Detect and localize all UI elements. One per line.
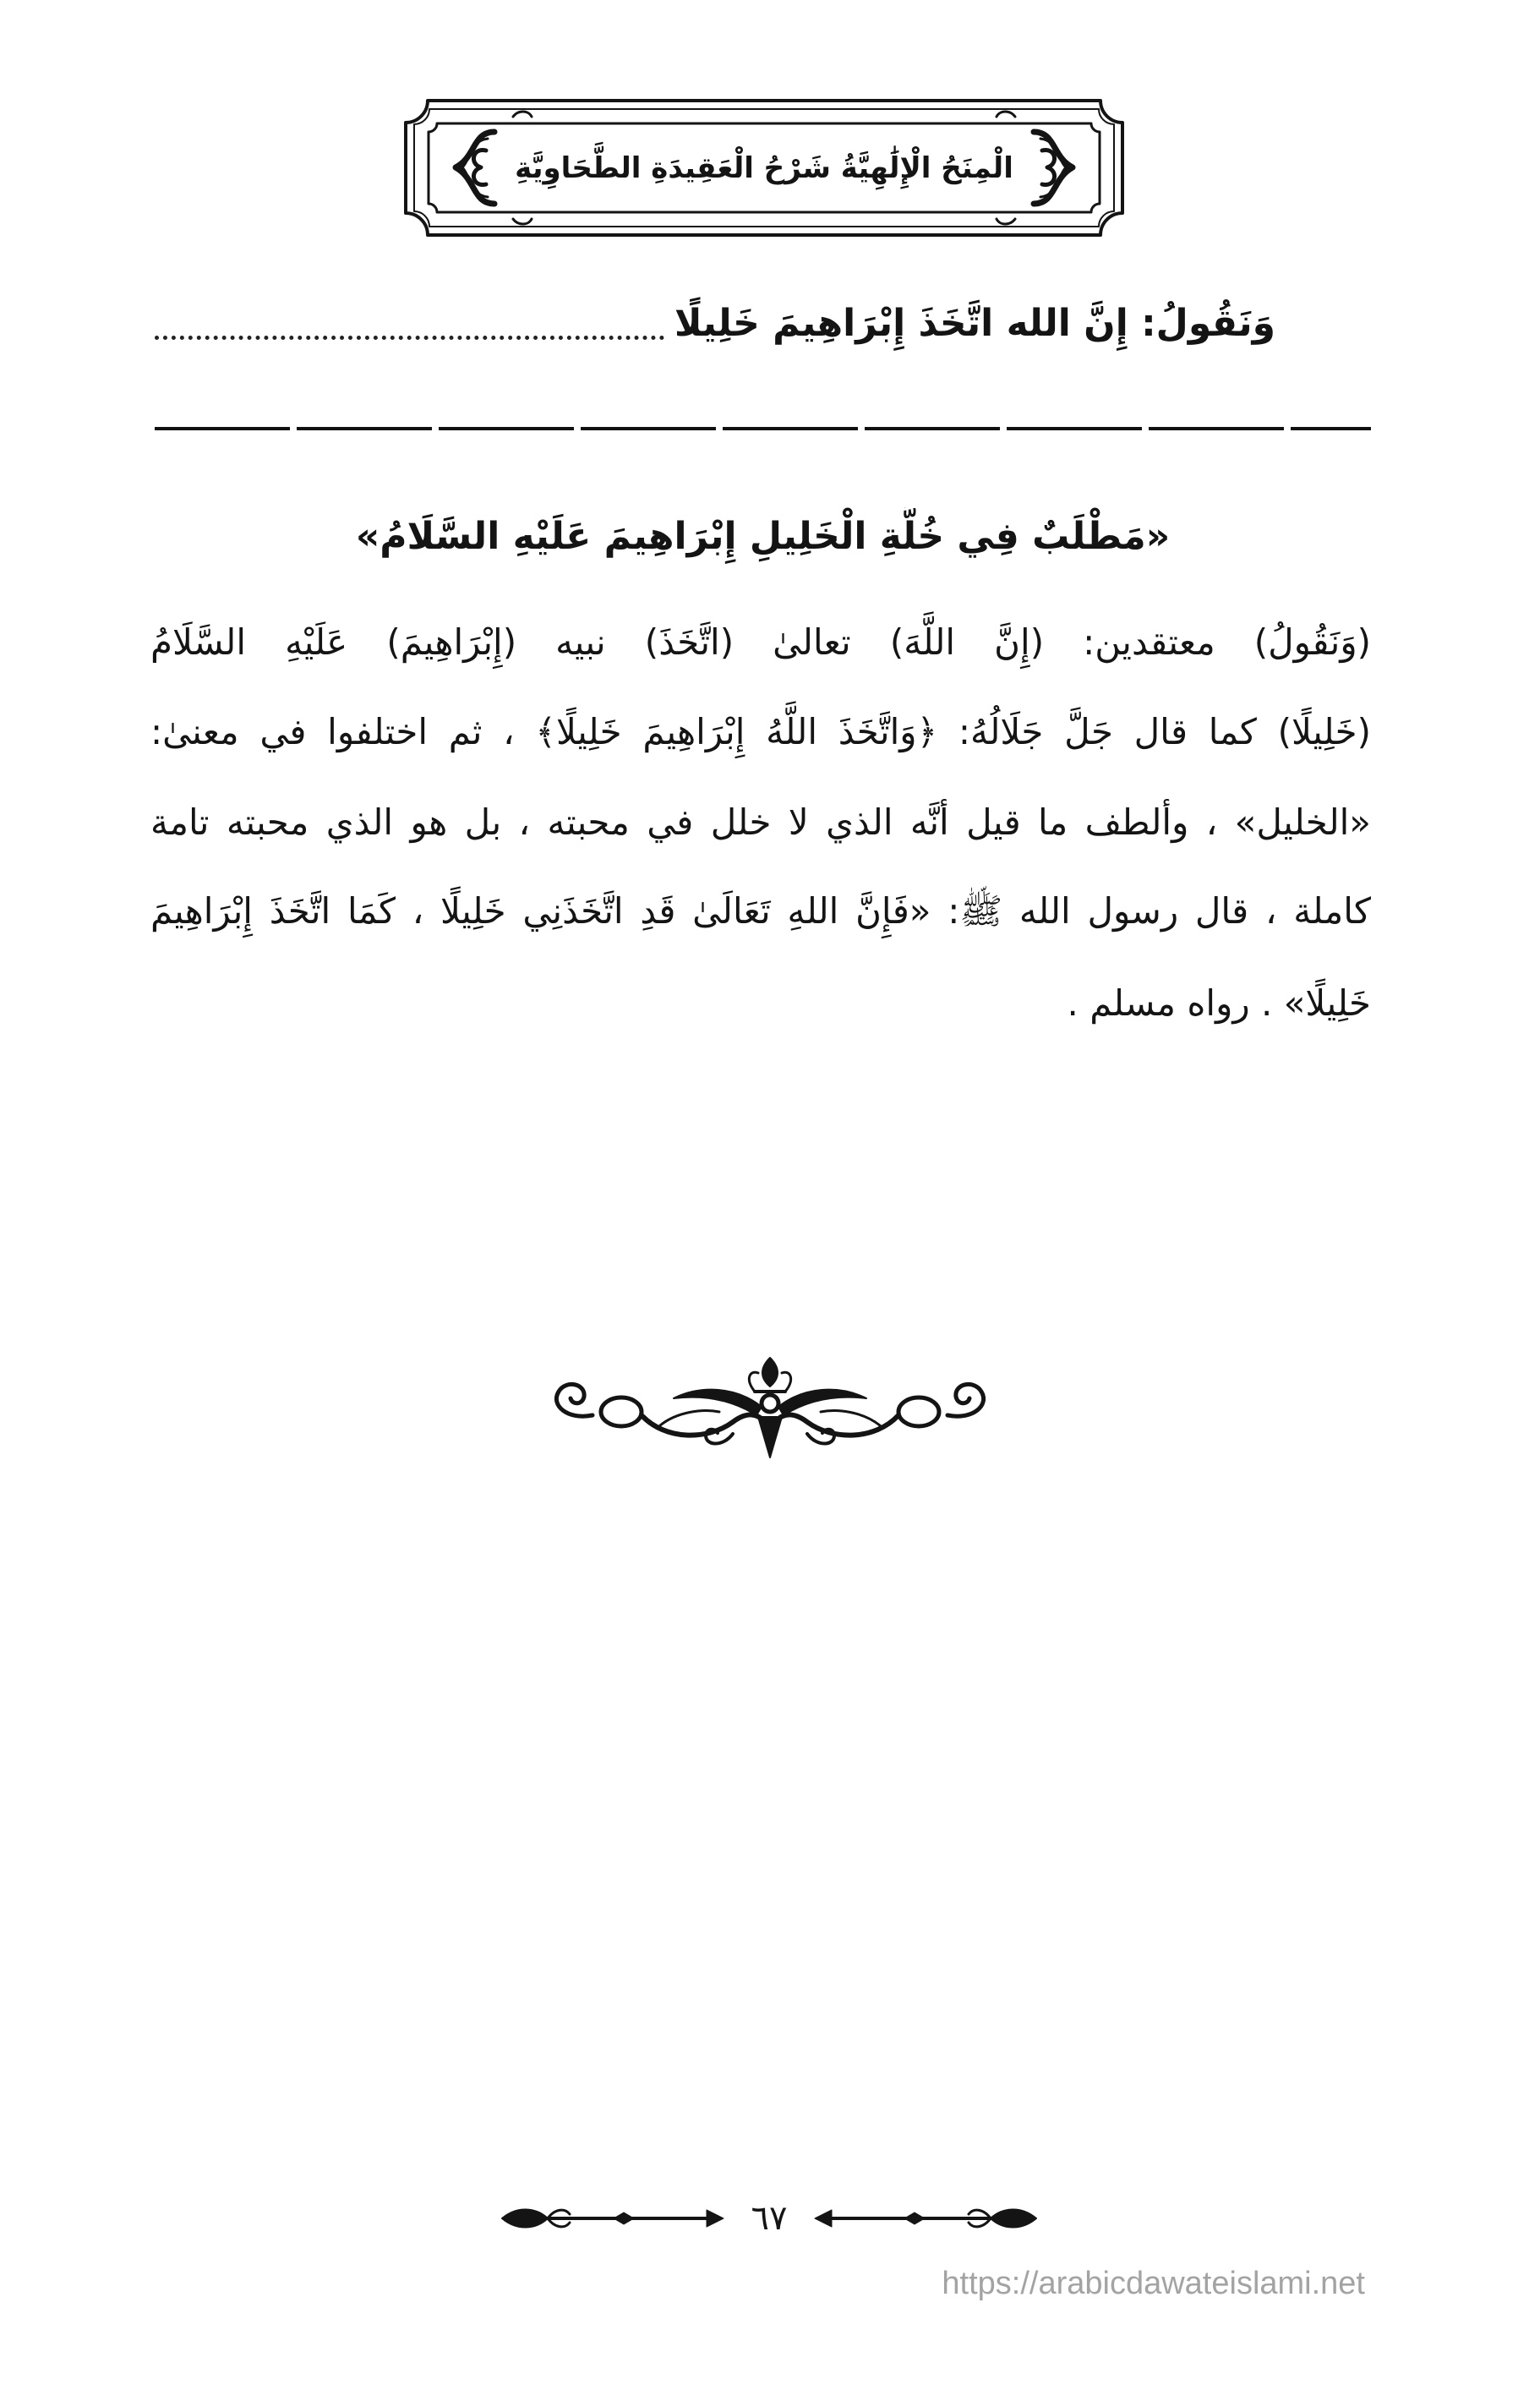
right-bracket-ornament	[1034, 132, 1073, 204]
section-end-ornament	[533, 1353, 1007, 1463]
page-number: ٦٧	[751, 2199, 788, 2238]
left-bracket-ornament	[456, 132, 494, 204]
separator-rule	[155, 427, 1371, 430]
paragraph-line: «الخليل» ، وألطف ما قيل أنَّه الذي لا خلل في محبته ، بل هو الذي محبته تامة	[150, 801, 1371, 843]
header-cartouche	[403, 98, 1125, 238]
ornament-right-scroll	[777, 1384, 984, 1443]
paragraph-line: (وَنَقُولُ) معتقدين: (إِنَّ اللَّهَ) تعالىٰ (اتَّخَذَ) نبيه (إِبْرَاهِيمَ) عَلَيْهِ السَّلَامُ	[150, 621, 1371, 663]
right-arrow-ornament	[815, 2209, 1036, 2227]
paragraph-line: كاملة ، قال رسول الله ﷺ: «فَإِنَّ اللهِ تَعَالَىٰ قَدِ اتَّخَذَنِي خَلِيلًا ، كَمَا اتَّخَذَ إِبْرَاهِيمَ	[150, 890, 1371, 932]
paragraph-line: (خَلِيلًا) كما قال جَلَّ جَلَالُهُ: ﴿وَاتَّخَذَ اللَّهُ إِبْرَاهِيمَ خَلِيلًا﴾ ، ثم اختلفوا في معنىٰ:	[150, 711, 1371, 752]
book-title: الْمِنَحُ الْإِلَٰهِيَّةُ شَرْحُ الْعَقِيدَةِ الطَّحَاوِيَّةِ	[515, 151, 1013, 185]
left-arrow-ornament	[502, 2209, 724, 2227]
dot-leader	[155, 336, 664, 340]
matn-text: وَنَقُولُ: إِنَّ الله اتَّخَذَ إِبْرَاهِيمَ خَلِيلًا	[674, 302, 1275, 345]
section-heading: «مَطْلَبٌ فِي خُلَّةِ الْخَلِيلِ إِبْرَاهِيمَ عَلَيْهِ السَّلَامُ»	[355, 515, 1171, 558]
ornament-left-scroll	[556, 1384, 763, 1443]
paragraph-line: خَلِيلًا» . رواه مسلم .	[1067, 982, 1371, 1024]
watermark-url: https://arabicdawateislami.net	[942, 2266, 1365, 2301]
matn-line	[155, 294, 1275, 353]
